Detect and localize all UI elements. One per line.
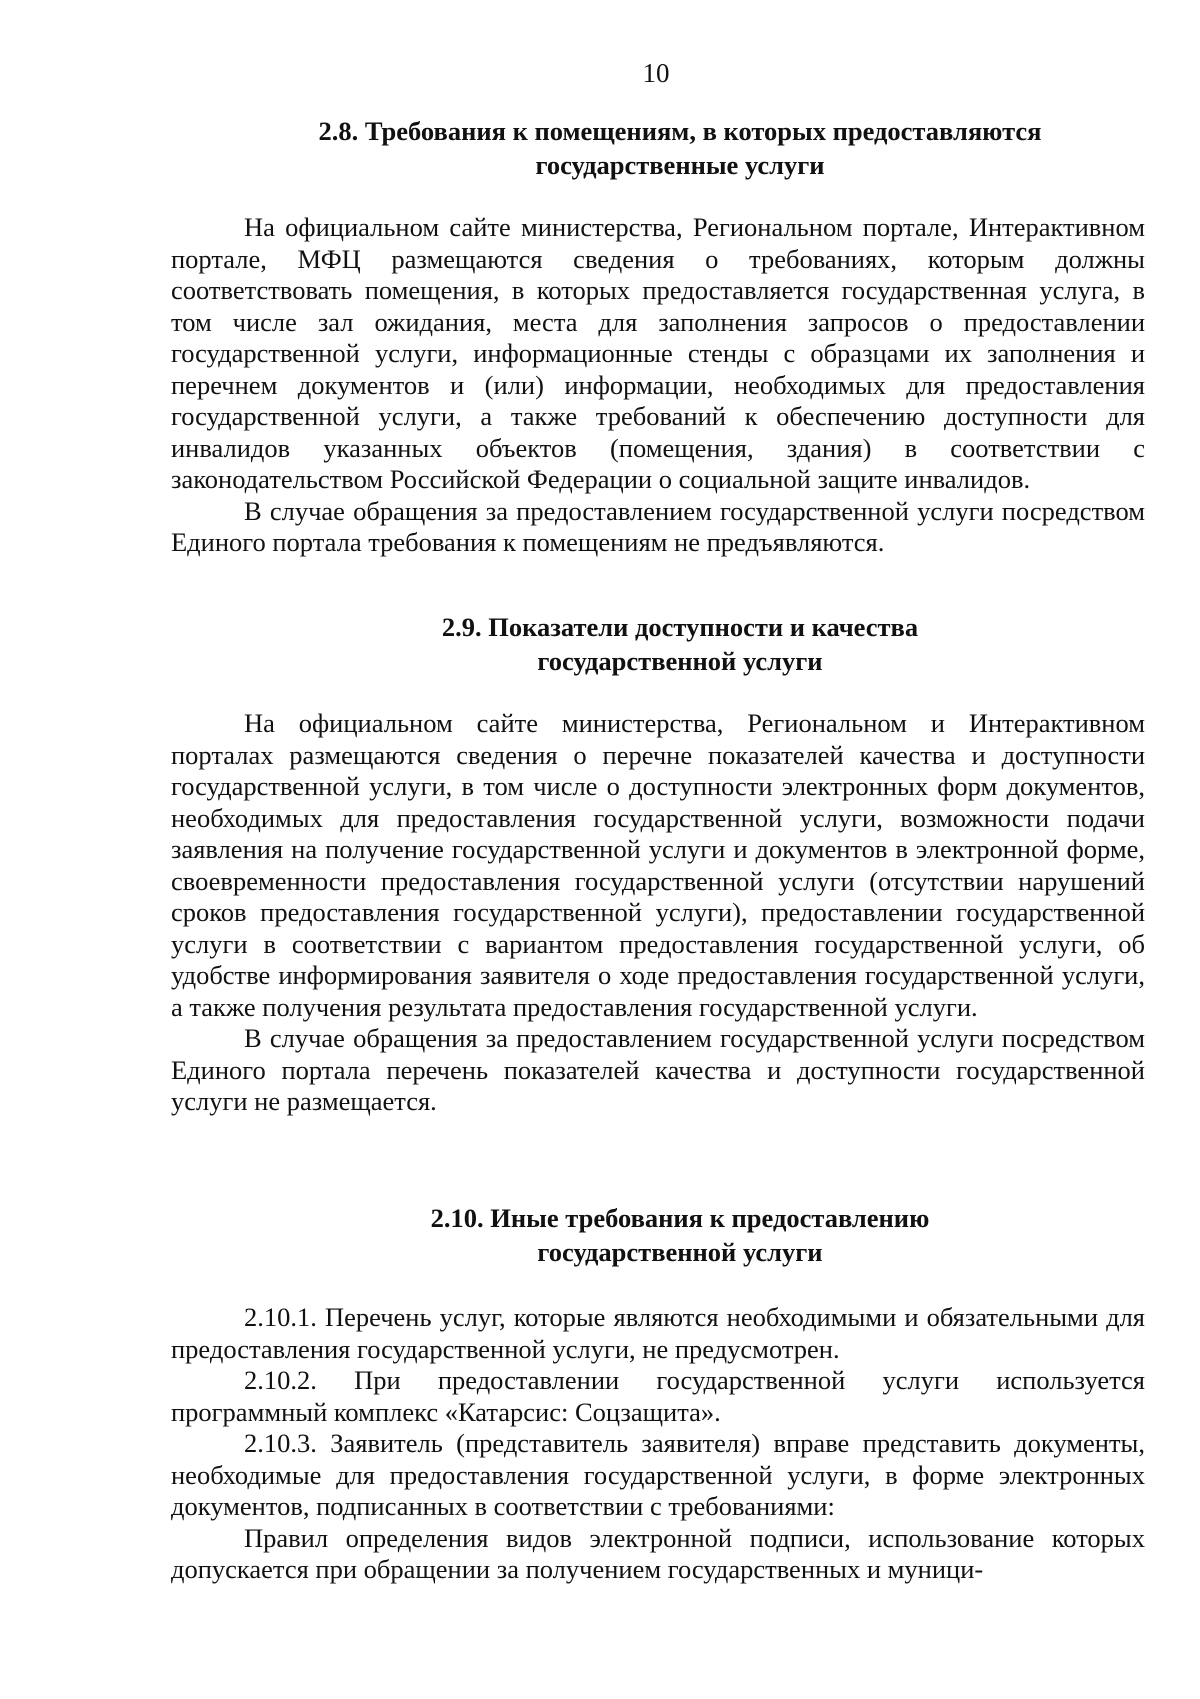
paragraph: 2.10.1. Перечень услуг, которые являются необходимыми и обязательными для предоставления государственной услуги, не предусмотрен. [171, 1302, 1145, 1364]
heading-line: 2.9. Показатели доступности и качества [441, 612, 919, 642]
section-heading-2-9 [210, 610, 1150, 678]
section-body-2-10 [171, 1302, 1145, 1586]
heading-line: государственной услуги [537, 1237, 823, 1267]
section-heading-2-8 [210, 114, 1150, 182]
section-body-2-8 [171, 212, 1145, 559]
heading-line: 2.10. Иные требования к предоставлению [430, 1203, 930, 1233]
paragraph: Правил определения видов электронной подписи, использование которых допускается при обращении за получением государственных и муници- [171, 1522, 1145, 1584]
paragraph: 2.10.2. При предоставлении государственной услуги используется программный комплекс «Катарсис: Соцзащита». [171, 1365, 1145, 1427]
paragraph: В случае обращения за предоставлением государственной услуги посредством Единого портала перечень показателей качества и доступности государственной услуги не размещается. [171, 1023, 1145, 1116]
heading-line: 2.8. Требования к помещениям, в которых предоставляются [318, 116, 1042, 146]
page-number: 10 [642, 58, 670, 88]
heading-line: государственные услуги [535, 150, 825, 180]
paragraph: На официальном сайте министерства, Региональном портале, Интерактивном портале, МФЦ размещаются сведения о требованиях, которым должны соответствовать помещения, в которых предоставляется государственная услуга, в том числе зал ожидания, места для заполнения запросов о предоставлении государственной услуги, информационные стенды с образцами их заполнения и перечнем документов и (или) информации, необходимых для предоставления государственной услуги, а также требований к обеспечению доступности для инвалидов указанных объектов (помещения, здания) в соответствии с законодательством Российской Федерации о социальной защите инвалидов. [171, 212, 1145, 494]
paragraph: 2.10.3. Заявитель (представитель заявителя) вправе представить документы, необходимые для предоставления государственной услуги, в форме электронных документов, подписанных в соответствии с требованиями: [171, 1428, 1145, 1521]
paragraph: На официальном сайте министерства, Региональном и Интерактивном порталах размещаются сведения о перечне показателей качества и доступности государственной услуги, в том числе о доступности электронных форм документов, необходимых для предоставления государственной услуги, возможности подачи заявления на получение государственной услуги и документов в электронной форме, своевременности предоставления государственной услуги (отсутствии нарушений сроков предоставления государственной услуги), предоставлении государственной услуги в соответствии с вариантом предоставления государственной услуги, об удобстве информирования заявителя о ходе предоставления государственной услуги, а также получения результата предоставления государственной услуги. [171, 708, 1145, 1022]
section-heading-2-10 [210, 1201, 1150, 1269]
heading-line: государственной услуги [537, 646, 823, 676]
section-body-2-9 [171, 708, 1145, 1118]
paragraph: В случае обращения за предоставлением государственной услуги посредством Единого портала требования к помещениям не предъявляются. [171, 495, 1145, 557]
